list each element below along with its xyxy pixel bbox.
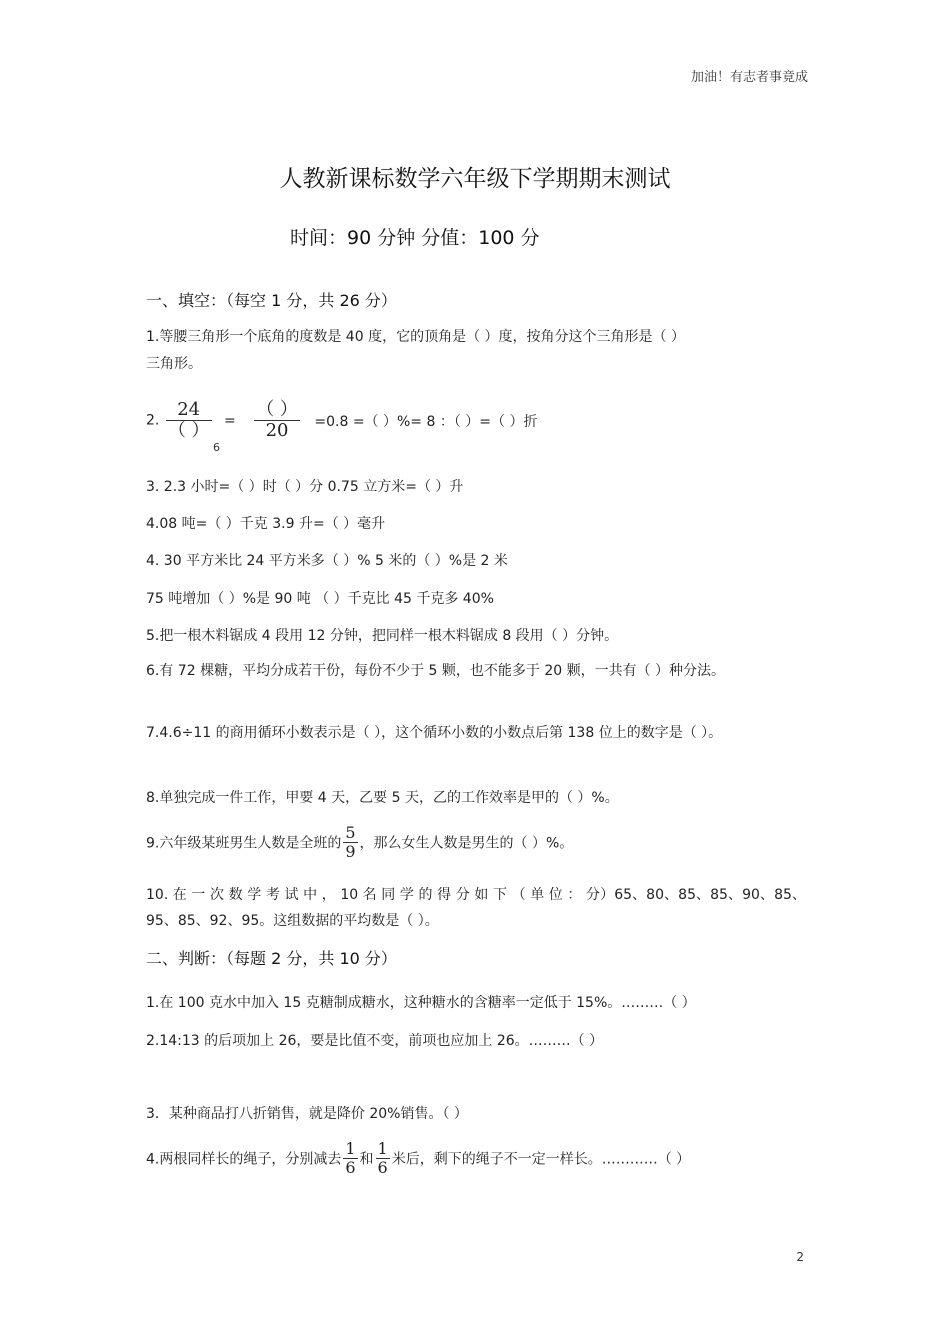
question-2-stray-digit: 6 <box>213 441 220 454</box>
judgement-4-text-after: 米后，剩下的绳子不一定一样长。…………（ ） <box>391 1151 691 1168</box>
page-title: 人教新课标数学六年级下学期期末测试 <box>279 166 671 192</box>
question-2-rest: =0.8 =（ ）%= 8 ：（ ）=（ ）折 <box>314 413 538 430</box>
fraction-denominator: 6 <box>345 1158 356 1177</box>
judgement-4-text-mid: 和 <box>359 1151 374 1168</box>
question-6: 6.有 72 棵糖，平均分成若干份，每份不少于 5 颗，也不能多于 20 颗，一共有（ ）种分法。 <box>146 663 726 679</box>
fraction-denominator: 20 <box>265 420 289 441</box>
question-2-prefix: 2. <box>146 412 160 429</box>
fraction-numerator: 1 <box>345 1139 356 1158</box>
question-9-text-after: ，那么女生人数是男生的（ ）%。 <box>359 835 574 852</box>
question-2-equals: = <box>224 412 236 429</box>
page-number: 2 <box>796 1250 804 1264</box>
question-4-line-1: 4. 30 平方米比 24 平方米多（ ）% 5 米的（ ）%是 2 米 <box>146 553 508 569</box>
judgement-4-fraction-1 <box>343 1140 357 1177</box>
fraction-numerator: （ ） <box>256 399 298 420</box>
fraction-denominator: 6 <box>377 1158 388 1177</box>
fraction-numerator: 5 <box>345 823 356 842</box>
exam-info: 时间：90 分钟 分值：100 分 <box>290 227 540 249</box>
question-9 <box>146 824 573 861</box>
judgement-1: 1.在 100 克水中加入 15 克糖制成糖水，这种糖水的含糖率一定低于 15%。………（ ） <box>146 995 696 1011</box>
question-1-line-1: 1.等腰三角形一个底角的度数是 40 度，它的顶角是（ ）度，按角分这个三角形是（ ） <box>146 329 685 345</box>
question-2 <box>146 400 537 441</box>
judgement-2: 2.14:13 的后项加上 26，要是比值不变，前项也应加上 26。………（ ） <box>146 1033 604 1049</box>
question-9-fraction <box>343 824 357 861</box>
question-9-text-before: 9.六年级某班男生人数是全班的 <box>146 835 342 852</box>
question-7: 7.4.6÷11 的商用循环小数表示是（ ），这个循环小数的小数点后第 138 位上的数字是（ ）。 <box>146 725 723 741</box>
judgement-3: 3．某种商品打八折销售，就是降价 20%销售。（ ） <box>146 1106 468 1122</box>
question-10: 10. 在 一 次 数 学 考 试 中 ， 10 名 同 学 的 得 分 如 下 （ 单 位 ： 分）65、80、85、85、90、85、95、85、92、95。这组数据的平均数是（ ）。 <box>146 887 806 929</box>
question-1-line-2: 三角形。 <box>146 356 202 372</box>
question-5: 5.把一根木料锯成 4 段用 12 分钟，把同样一根木料锯成 8 段用（ ）分钟。 <box>146 628 619 644</box>
question-3-line-1: 3. 2.3 小时=（ ）时（ ）分 0.75 立方米=（ ）升 <box>146 479 464 495</box>
section-fill-in-heading: 一、填空：（每空 1 分，共 26 分） <box>146 291 397 310</box>
question-3-line-2: 4.08 吨=（ ）千克 3.9 升=（ ）毫升 <box>146 516 386 532</box>
question-2-fraction-2 <box>254 400 300 441</box>
judgement-4-fraction-2 <box>376 1140 390 1177</box>
judgement-4 <box>146 1140 690 1177</box>
question-2-fraction-1 <box>166 400 212 441</box>
question-8: 8.单独完成一件工作，甲要 4 天，乙要 5 天，乙的工作效率是甲的（ ）%。 <box>146 790 619 806</box>
section-judgement-heading: 二、判断：（每题 2 分，共 10 分） <box>146 949 397 968</box>
header-motto: 加油！有志者事竟成 <box>690 70 808 85</box>
fraction-denominator: 9 <box>345 842 356 861</box>
fraction-numerator: 1 <box>377 1139 388 1158</box>
fraction-numerator: 24 <box>166 400 212 421</box>
question-4-line-2: 75 吨增加（ ）%是 90 吨 （ ）千克比 45 千克多 40% <box>146 591 494 607</box>
judgement-4-text-before: 4.两根同样长的绳子，分别减去 <box>146 1151 342 1168</box>
fraction-denominator: （ ） <box>167 420 210 441</box>
